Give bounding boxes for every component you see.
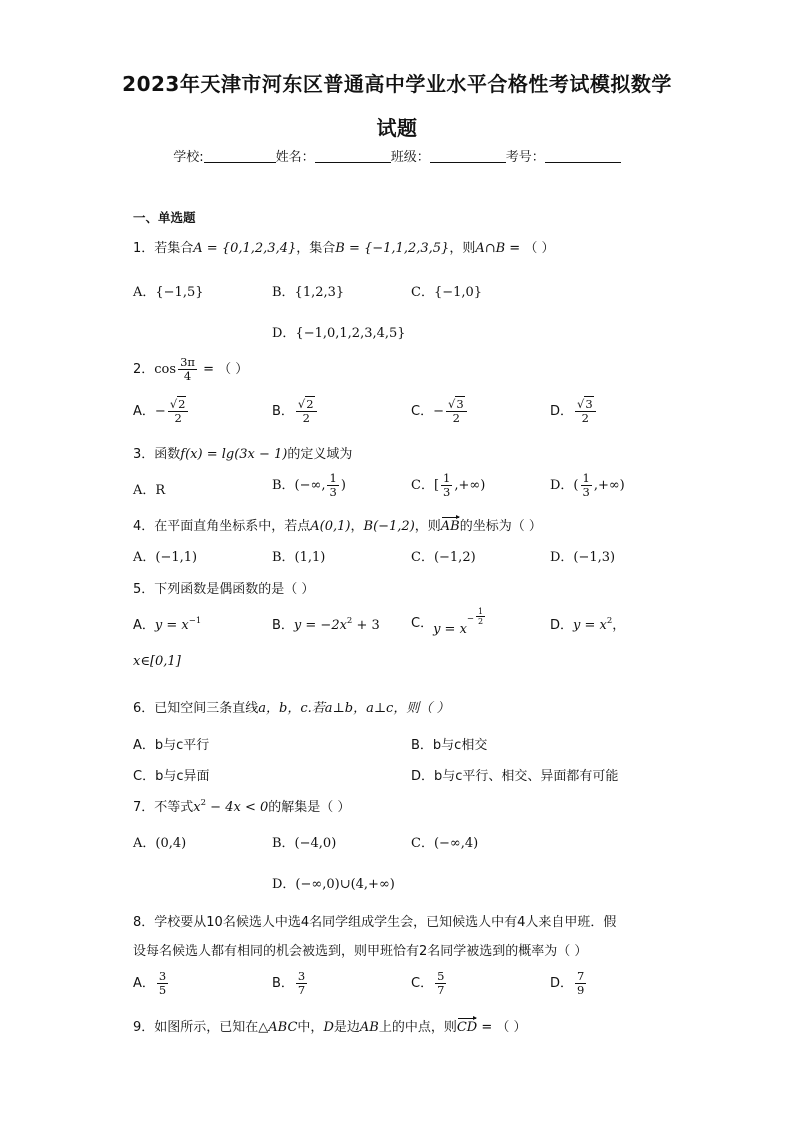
- q5-option-a[interactable]: A．$y = x^{-1}$: [133, 616, 202, 633]
- q4-option-a[interactable]: A．(−1,1): [133, 550, 198, 565]
- q1-stem: 1．若集合: [133, 241, 194, 256]
- q9-vector-cd: CD: [456, 1020, 478, 1035]
- q4-option-d[interactable]: D．(−1,3): [550, 550, 616, 565]
- question-1: [133, 237, 554, 256]
- name-blank[interactable]: [315, 162, 391, 163]
- q3-option-a[interactable]: A．R: [133, 483, 166, 498]
- q1-option-c[interactable]: C．{−1,0}: [411, 285, 483, 300]
- q6-option-b[interactable]: B．b与c相交: [411, 738, 488, 753]
- q2-option-d[interactable]: D． $\frac{√3}{2}$: [550, 398, 598, 425]
- q1-option-b[interactable]: B．{1,2,3}: [272, 285, 345, 300]
- q8-option-b[interactable]: B． $\frac{3}{7}$: [272, 969, 306, 998]
- q7-option-b[interactable]: B．(−4,0): [272, 836, 337, 851]
- class-label: 班级：: [390, 150, 430, 165]
- page-title: 2023年天津市河东区普通高中学业水平合格性考试模拟数学: [122, 72, 672, 96]
- question-6: 6．已知空间三条直线a，b，c.若a⊥b，a⊥c，则（ ）: [133, 701, 450, 716]
- q7-option-d[interactable]: D．(−∞,0)∪(4,+∞): [272, 877, 395, 892]
- q1-option-d[interactable]: D．{−1,0,1,2,3,4,5}: [272, 326, 406, 341]
- exam-number-label: 考号：: [505, 150, 545, 165]
- q7-option-c[interactable]: C．(−∞,4): [411, 836, 479, 851]
- q6-option-d[interactable]: D．b与c平行、相交、异面都有可能: [411, 769, 619, 784]
- q2-cos: cos: [154, 362, 177, 378]
- q3-function: f(x) = lg(3x − 1): [180, 447, 288, 462]
- q3-option-b[interactable]: B．(−∞, $\frac{1}{3}$ ): [272, 471, 346, 500]
- q8-option-d[interactable]: D． $\frac{7}{9}$: [550, 969, 585, 998]
- question-8-line-2: 设每名候选人都有相同的机会被选到，则甲班恰有2名同学被选到的概率为（ ）: [133, 944, 588, 959]
- q3-option-d[interactable]: D．( $\frac{1}{3}$ ,+∞): [550, 471, 625, 500]
- q7-option-a[interactable]: A．(0,4): [133, 836, 187, 851]
- q4-vector-ab: AB: [440, 519, 460, 534]
- student-info-line: [0, 146, 794, 165]
- q2-option-a[interactable]: A．− $\frac{√2}{2}$: [133, 398, 190, 425]
- q1-option-a[interactable]: A．{−1,5}: [133, 285, 204, 300]
- q2-fraction: $\frac{3\pi}{4}$: [180, 355, 195, 384]
- section-heading: 一、单选题: [133, 210, 196, 225]
- question-8-line-1: 8．学校要从10名候选人中选4名同学组成学生会，已知候选人中有4人来自甲班．假: [133, 915, 617, 930]
- question-3: 3．函数f(x) = lg(3x − 1)的定义域为: [133, 447, 353, 462]
- q1-stem-tail: ，则: [449, 241, 476, 256]
- question-4: 4．在平面直角坐标系中，若点A(0,1)，B(−1,2)，则AB的坐标为（ ）: [133, 519, 542, 534]
- school-label: 学校:: [173, 150, 204, 165]
- class-blank[interactable]: [430, 162, 506, 163]
- q4-point-a: A(0,1): [310, 519, 351, 534]
- q8-option-c[interactable]: C． $\frac{5}{7}$: [411, 969, 445, 998]
- question-7: 7．不等式$x^2 - 4x < 0$的解集是（ ）: [133, 798, 351, 815]
- name-label: 姓名：: [275, 150, 315, 165]
- q5-option-d[interactable]: D．$y = x^2$，: [550, 616, 626, 633]
- question-2: [133, 356, 248, 383]
- q3-option-c[interactable]: C．[ $\frac{1}{3}$ ,+∞): [411, 471, 486, 500]
- q1-intersection: A∩B: [475, 241, 506, 256]
- q1-stem-end: = （ ）: [505, 241, 555, 256]
- q2-option-c[interactable]: C．− $\frac{√3}{2}$: [411, 398, 469, 425]
- q5-option-b[interactable]: B．$y = -2x^2 + 3$: [272, 616, 380, 633]
- page-title-continued: 试题: [376, 116, 418, 140]
- q1-set-a: A = {0,1,2,3,4}: [193, 241, 297, 256]
- q2-number: 2．: [133, 362, 155, 378]
- question-5: 5．下列函数是偶函数的是（ ）: [133, 582, 315, 597]
- question-9: 9．如图所示，已知在△ABC中，D是边AB上的中点，则CD = （ ）: [133, 1020, 527, 1035]
- q4-point-b: B(−1,2): [363, 519, 415, 534]
- q1-stem-mid: ，集合: [296, 241, 336, 256]
- q6-option-a[interactable]: A．b与c平行: [133, 738, 210, 753]
- school-blank[interactable]: [204, 162, 276, 163]
- q2-stem-end: = （ ）: [198, 362, 249, 378]
- q5-option-c[interactable]: C．y = x− $\frac{1}{2}$: [411, 606, 484, 637]
- q4-option-b[interactable]: B．(1,1): [272, 550, 326, 565]
- q5-option-d-domain: x∈[0,1]: [133, 654, 181, 669]
- q1-set-b: B = {−1,1,2,3,5}: [335, 241, 450, 256]
- q8-option-a[interactable]: A． $\frac{3}{5}$: [133, 969, 167, 998]
- q9-triangle: △ABC: [258, 1020, 298, 1035]
- exam-number-blank[interactable]: [545, 162, 621, 163]
- q4-option-c[interactable]: C．(−1,2): [411, 550, 476, 565]
- q2-option-b[interactable]: B． $\frac{√2}{2}$: [272, 398, 319, 425]
- q6-option-c[interactable]: C．b与c异面: [133, 769, 210, 784]
